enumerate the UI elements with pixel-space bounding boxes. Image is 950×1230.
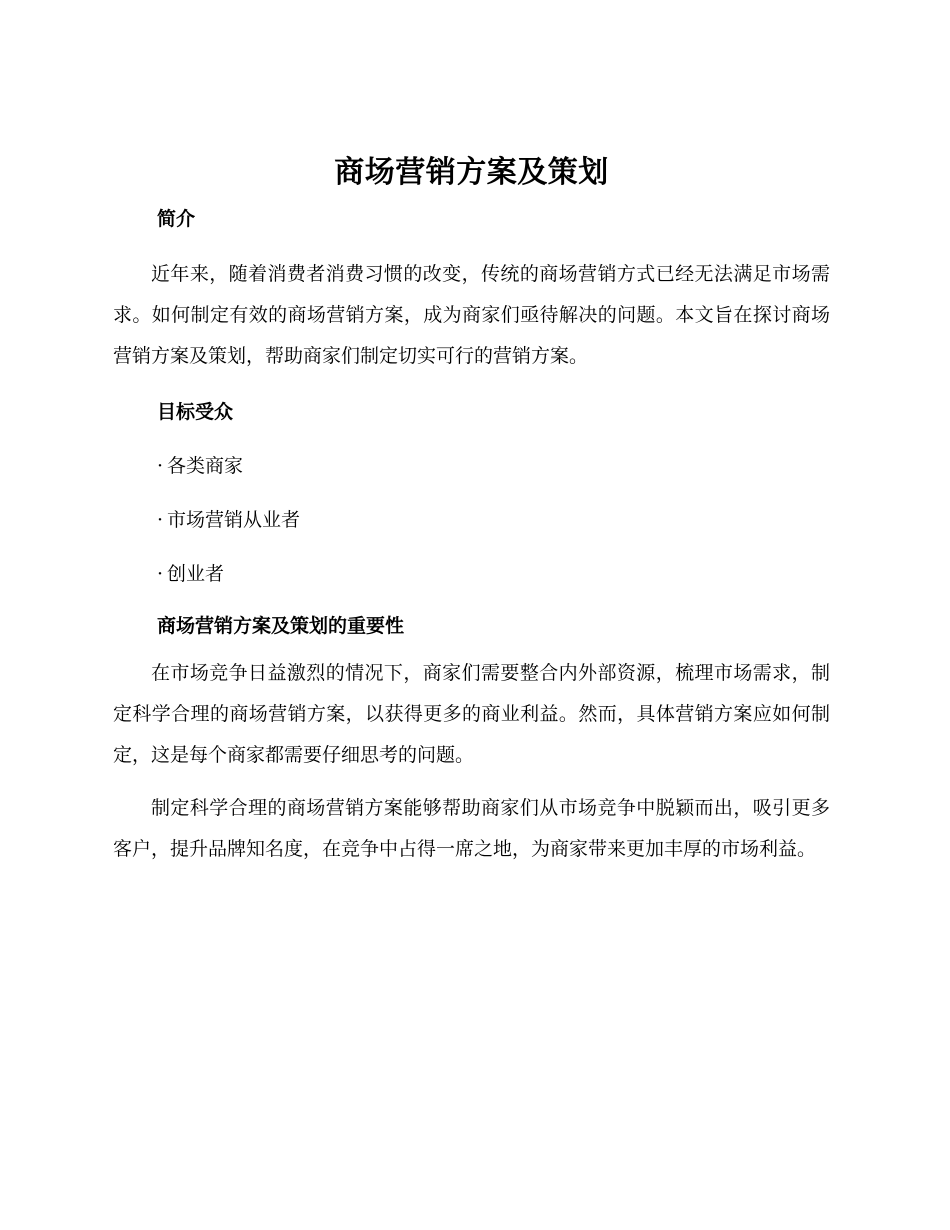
document-title: 商场营销方案及策划: [334, 155, 609, 190]
document-body: [113, 150, 830, 870]
audience-heading: 目标受众: [157, 401, 234, 423]
bullet-icon: ·: [157, 563, 164, 585]
bullet-icon: ·: [157, 509, 164, 531]
list-item-text: 市场营销从业者: [167, 509, 301, 531]
list-item: [113, 451, 830, 481]
list-item-text: 各类商家: [167, 455, 244, 477]
list-item: [113, 505, 830, 535]
importance-heading: 商场营销方案及策划的重要性: [157, 615, 405, 637]
importance-paragraph-2: 制定科学合理的商场营销方案能够帮助商家们从市场竞争中脱颖而出，吸引更多客户，提升品牌知名度，在竞争中占得一席之地，为商家带来更加丰厚的市场利益。: [113, 797, 830, 860]
audience-list: [113, 451, 830, 589]
list-item: [113, 559, 830, 589]
list-item-text: 创业者: [167, 563, 225, 585]
intro-paragraph: 近年来，随着消费者消费习惯的改变，传统的商场营销方式已经无法满足市场需求。如何制定有效的商场营销方案，成为商家们亟待解决的问题。本文旨在探讨商场营销方案及策划，帮助商家们制定切实可行的营销方案。: [113, 263, 830, 367]
importance-paragraph-1: 在市场竞争日益激烈的情况下，商家们需要整合内外部资源，梳理市场需求，制定科学合理的商场营销方案，以获得更多的商业利益。然而，具体营销方案应如何制定，这是每个商家都需要仔细思考的问题。: [113, 662, 830, 766]
bullet-icon: ·: [157, 455, 164, 477]
intro-heading: 简介: [157, 208, 196, 230]
